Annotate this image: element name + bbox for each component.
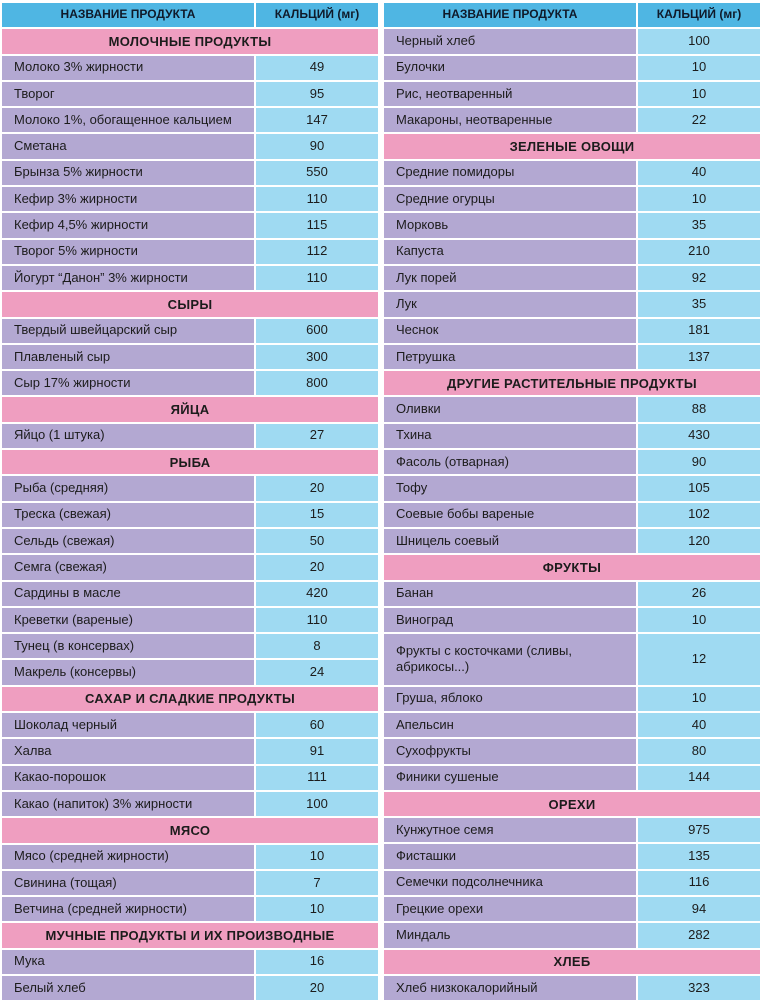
- product-name: Черный хлеб: [384, 29, 636, 53]
- table-row: [384, 582, 760, 606]
- table-row: [2, 976, 378, 1000]
- product-name: Груша, яблоко: [384, 687, 636, 711]
- table-row: [2, 319, 378, 343]
- calcium-value: 800: [256, 371, 378, 395]
- product-name: Молоко 3% жирности: [2, 56, 254, 80]
- product-name: Сыр 17% жирности: [2, 371, 254, 395]
- calcium-value: 420: [256, 582, 378, 606]
- product-name: Какао-порошок: [2, 766, 254, 790]
- table-row: [384, 687, 760, 711]
- header-name-label: НАЗВАНИЕ ПРОДУКТА: [2, 3, 254, 27]
- product-name: Белый хлеб: [2, 976, 254, 1000]
- calcium-value: 40: [638, 161, 760, 185]
- product-name: Рыба (средняя): [2, 476, 254, 500]
- product-name: Грецкие орехи: [384, 897, 636, 921]
- table-row: [384, 82, 760, 106]
- table-row: [384, 450, 760, 474]
- table-row: [2, 266, 378, 290]
- table-row: [384, 634, 760, 685]
- table-row: [2, 108, 378, 132]
- calcium-value: 112: [256, 240, 378, 264]
- calcium-value: 147: [256, 108, 378, 132]
- calcium-value: 10: [638, 56, 760, 80]
- calcium-value: 24: [256, 660, 378, 684]
- calcium-value: 20: [256, 976, 378, 1000]
- calcium-value: 60: [256, 713, 378, 737]
- product-name: Йогурт “Данон” 3% жирности: [2, 266, 254, 290]
- calcium-value: 144: [638, 766, 760, 790]
- product-name: Шоколад черный: [2, 713, 254, 737]
- product-name: Фрукты с косточками (сливы, абрикосы...): [384, 634, 636, 685]
- calcium-value: 16: [256, 950, 378, 974]
- calcium-value: 137: [638, 345, 760, 369]
- calcium-value: 8: [256, 634, 378, 658]
- table-row: [384, 29, 760, 53]
- product-name: Средние огурцы: [384, 187, 636, 211]
- table-row: [384, 923, 760, 947]
- calcium-value: 100: [638, 29, 760, 53]
- calcium-value: 20: [256, 476, 378, 500]
- table-row: [2, 660, 378, 684]
- table-row: [2, 240, 378, 264]
- table-row: [384, 266, 760, 290]
- calcium-value: 20: [256, 555, 378, 579]
- product-name: Оливки: [384, 397, 636, 421]
- calcium-value: 50: [256, 529, 378, 553]
- product-name: Макрель (консервы): [2, 660, 254, 684]
- product-name: Фисташки: [384, 844, 636, 868]
- calcium-value: 35: [638, 292, 760, 316]
- product-name: Апельсин: [384, 713, 636, 737]
- calcium-value: 26: [638, 582, 760, 606]
- product-name: Треска (свежая): [2, 503, 254, 527]
- table-row: [2, 161, 378, 185]
- calcium-value: 80: [638, 739, 760, 763]
- table-row: [384, 844, 760, 868]
- table-row: [2, 608, 378, 632]
- calcium-value: 90: [638, 450, 760, 474]
- product-name: Фасоль (отварная): [384, 450, 636, 474]
- calcium-value: 323: [638, 976, 760, 1000]
- calcium-value: 105: [638, 476, 760, 500]
- category-heading: ХЛЕБ: [384, 950, 760, 974]
- calcium-value: 110: [256, 608, 378, 632]
- table-row: [384, 187, 760, 211]
- calcium-value: 12: [638, 634, 760, 685]
- calcium-value: 10: [638, 608, 760, 632]
- table-row: [2, 371, 378, 395]
- product-name: Петрушка: [384, 345, 636, 369]
- category-heading: МОЛОЧНЫЕ ПРОДУКТЫ: [2, 29, 378, 53]
- table-row: [2, 503, 378, 527]
- product-name: Семечки подсолнечника: [384, 871, 636, 895]
- calcium-value: 430: [638, 424, 760, 448]
- table-row: [384, 739, 760, 763]
- calcium-value: 27: [256, 424, 378, 448]
- category-heading: РЫБА: [2, 450, 378, 474]
- calcium-value: 100: [256, 792, 378, 816]
- table-row: [2, 713, 378, 737]
- table-row: [2, 187, 378, 211]
- table-row: [2, 739, 378, 763]
- category-heading: ДРУГИЕ РАСТИТЕЛЬНЫЕ ПРОДУКТЫ: [384, 371, 760, 395]
- table-row: [384, 345, 760, 369]
- table-row: [2, 424, 378, 448]
- table-row: [384, 213, 760, 237]
- table-row: [384, 161, 760, 185]
- table-row: [384, 476, 760, 500]
- calcium-value: 600: [256, 319, 378, 343]
- table-row: [384, 56, 760, 80]
- calcium-value: 10: [256, 897, 378, 921]
- calcium-value: 300: [256, 345, 378, 369]
- table-row: [2, 950, 378, 974]
- calcium-value: 282: [638, 923, 760, 947]
- table-row: [2, 555, 378, 579]
- calcium-value: 115: [256, 213, 378, 237]
- product-name: Кунжутное семя: [384, 818, 636, 842]
- product-name: Мясо (средней жирности): [2, 845, 254, 869]
- product-name: Тунец (в консервах): [2, 634, 254, 658]
- product-name: Шницель соевый: [384, 529, 636, 553]
- table-row: [384, 529, 760, 553]
- calcium-value: 975: [638, 818, 760, 842]
- product-name: Финики сушеные: [384, 766, 636, 790]
- header-row: [2, 3, 378, 27]
- calcium-value: 92: [638, 266, 760, 290]
- table-row: [384, 897, 760, 921]
- table-row: [384, 713, 760, 737]
- calcium-value: 94: [638, 897, 760, 921]
- product-name: Банан: [384, 582, 636, 606]
- category-heading: МЯСО: [2, 818, 378, 842]
- product-name: Халва: [2, 739, 254, 763]
- calcium-value: 40: [638, 713, 760, 737]
- product-name: Сардины в масле: [2, 582, 254, 606]
- calcium-value: 90: [256, 134, 378, 158]
- calcium-value: 15: [256, 503, 378, 527]
- product-name: Творог 5% жирности: [2, 240, 254, 264]
- product-name: Семга (свежая): [2, 555, 254, 579]
- product-name: Тофу: [384, 476, 636, 500]
- calcium-value: 95: [256, 82, 378, 106]
- product-name: Морковь: [384, 213, 636, 237]
- table-row: [384, 871, 760, 895]
- table-row: [2, 792, 378, 816]
- calcium-value: 135: [638, 844, 760, 868]
- category-heading: ФРУКТЫ: [384, 555, 760, 579]
- product-name: Свинина (тощая): [2, 871, 254, 895]
- product-name: Чеснок: [384, 319, 636, 343]
- table-row: [2, 871, 378, 895]
- table-row: [2, 345, 378, 369]
- calcium-value: 35: [638, 213, 760, 237]
- table-row: [384, 766, 760, 790]
- calcium-value: 110: [256, 187, 378, 211]
- calcium-value: 102: [638, 503, 760, 527]
- table-row: [2, 82, 378, 106]
- table-row: [384, 108, 760, 132]
- product-name: Хлеб низкокалорийный: [384, 976, 636, 1000]
- product-name: Твердый швейцарский сыр: [2, 319, 254, 343]
- product-name: Миндаль: [384, 923, 636, 947]
- table-row: [2, 529, 378, 553]
- table-row: [2, 134, 378, 158]
- calcium-value: 49: [256, 56, 378, 80]
- table-row: [384, 319, 760, 343]
- calcium-value: 111: [256, 766, 378, 790]
- calcium-value: 10: [256, 845, 378, 869]
- product-name: Соевые бобы вареные: [384, 503, 636, 527]
- table-row: [384, 818, 760, 842]
- product-name: Лук: [384, 292, 636, 316]
- header-row: [384, 3, 760, 27]
- product-name: Рис, неотваренный: [384, 82, 636, 106]
- category-heading: ОРЕХИ: [384, 792, 760, 816]
- product-name: Кефир 4,5% жирности: [2, 213, 254, 237]
- product-name: Капуста: [384, 240, 636, 264]
- table-row: [2, 476, 378, 500]
- product-name: Сухофрукты: [384, 739, 636, 763]
- product-name: Брынза 5% жирности: [2, 161, 254, 185]
- header-value-label: КАЛЬЦИЙ (мг): [638, 3, 760, 27]
- table-row: [2, 845, 378, 869]
- calcium-value: 88: [638, 397, 760, 421]
- table-row: [2, 897, 378, 921]
- calcium-value: 7: [256, 871, 378, 895]
- product-name: Лук порей: [384, 266, 636, 290]
- calcium-value: 116: [638, 871, 760, 895]
- calcium-value: 22: [638, 108, 760, 132]
- category-heading: МУЧНЫЕ ПРОДУКТЫ И ИХ ПРОИЗВОДНЫЕ: [2, 923, 378, 947]
- table-column-left: [2, 3, 378, 1000]
- product-name: Виноград: [384, 608, 636, 632]
- product-name: Молоко 1%, обогащенное кальцием: [2, 108, 254, 132]
- table-column-right: [384, 3, 760, 1000]
- calcium-value: 91: [256, 739, 378, 763]
- product-name: Яйцо (1 штука): [2, 424, 254, 448]
- table-row: [384, 424, 760, 448]
- table-row: [384, 397, 760, 421]
- product-name: Ветчина (средней жирности): [2, 897, 254, 921]
- calcium-value: 120: [638, 529, 760, 553]
- table-row: [384, 292, 760, 316]
- product-name: Креветки (вареные): [2, 608, 254, 632]
- category-heading: ЯЙЦА: [2, 397, 378, 421]
- product-name: Макароны, неотваренные: [384, 108, 636, 132]
- calcium-value: 10: [638, 82, 760, 106]
- table-row: [384, 503, 760, 527]
- table-row: [2, 213, 378, 237]
- calcium-value: 550: [256, 161, 378, 185]
- header-value-label: КАЛЬЦИЙ (мг): [256, 3, 378, 27]
- product-name: Какао (напиток) 3% жирности: [2, 792, 254, 816]
- table-row: [2, 56, 378, 80]
- category-heading: САХАР И СЛАДКИЕ ПРОДУКТЫ: [2, 687, 378, 711]
- product-name: Булочки: [384, 56, 636, 80]
- header-name-label: НАЗВАНИЕ ПРОДУКТА: [384, 3, 636, 27]
- calcium-value: 210: [638, 240, 760, 264]
- category-heading: ЗЕЛЕНЫЕ ОВОЩИ: [384, 134, 760, 158]
- table-row: [2, 582, 378, 606]
- calcium-value: 181: [638, 319, 760, 343]
- product-name: Средние помидоры: [384, 161, 636, 185]
- product-name: Сметана: [2, 134, 254, 158]
- table-row: [2, 766, 378, 790]
- product-name: Кефир 3% жирности: [2, 187, 254, 211]
- table-row: [2, 634, 378, 658]
- table-row: [384, 608, 760, 632]
- product-name: Сельдь (свежая): [2, 529, 254, 553]
- table-row: [384, 240, 760, 264]
- calcium-value: 10: [638, 187, 760, 211]
- product-name: Тхина: [384, 424, 636, 448]
- product-name: Творог: [2, 82, 254, 106]
- calcium-value: 110: [256, 266, 378, 290]
- product-name: Мука: [2, 950, 254, 974]
- category-heading: СЫРЫ: [2, 292, 378, 316]
- table-row: [384, 976, 760, 1000]
- calcium-value: 10: [638, 687, 760, 711]
- product-name: Плавленый сыр: [2, 345, 254, 369]
